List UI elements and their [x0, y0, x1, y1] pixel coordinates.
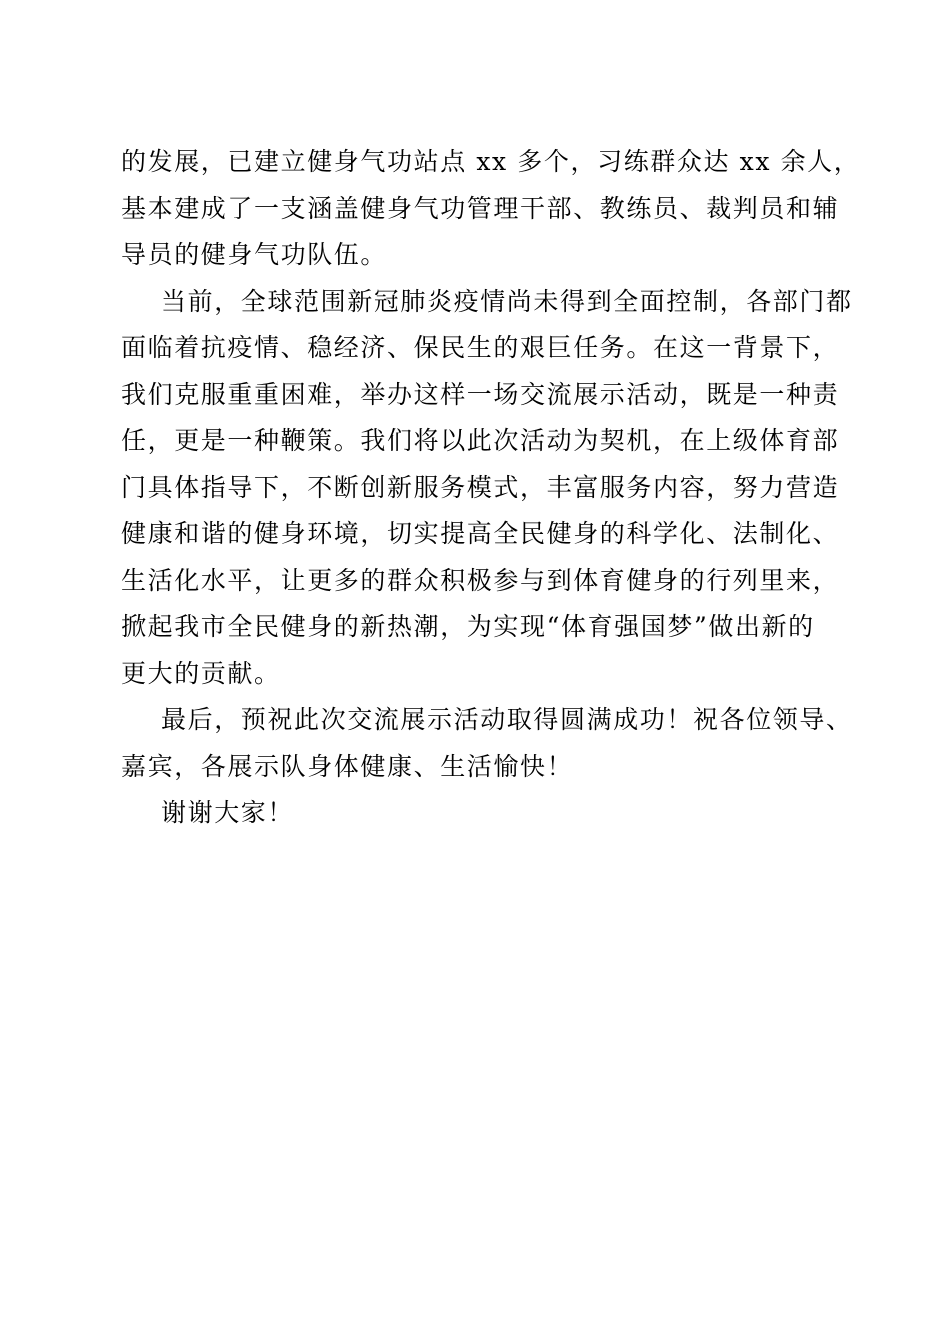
text-line: 更大的贡献。	[121, 658, 281, 688]
text-line: 当前，全球范围新冠肺炎疫情尚未得到全面控制，各部门都	[161, 286, 853, 316]
text-line: 的发展，已建立健身气功站点 xx 多个，习练群众达 xx 余人，	[121, 147, 861, 176]
text-line: 健康和谐的健身环境，切实提高全民健身的科学化、法制化、	[121, 519, 840, 548]
text-line: 谢谢大家！	[161, 798, 295, 827]
text-line: 嘉宾，各展示队身体健康、生活愉快！	[121, 751, 574, 781]
text-line: 导员的健身气功队伍。	[121, 240, 388, 269]
document-body	[121, 139, 861, 837]
text-line: 门具体指导下，不断创新服务模式，丰富服务内容，努力营造	[121, 472, 840, 502]
text-line: 面临着抗疫情、稳经济、保民生的艰巨任务。在这一背景下，	[121, 333, 840, 362]
text-line: 任，更是一种鞭策。我们将以此次活动为契机，在上级体育部	[121, 426, 840, 455]
text-line: 最后，预祝此次交流展示活动取得圆满成功！祝各位领导、	[161, 705, 853, 734]
text-line: 我们克服重重困难，举办这样一场交流展示活动，既是一种责	[121, 379, 840, 409]
text-line: 生活化水平，让更多的群众积极参与到体育健身的行列里来，	[121, 565, 840, 595]
text-line: 基本建成了一支涵盖健身气功管理干部、教练员、裁判员和辅	[121, 193, 840, 223]
text-line: 掀起我市全民健身的新热潮，为实现“体育强国梦”做出新的	[121, 612, 815, 641]
